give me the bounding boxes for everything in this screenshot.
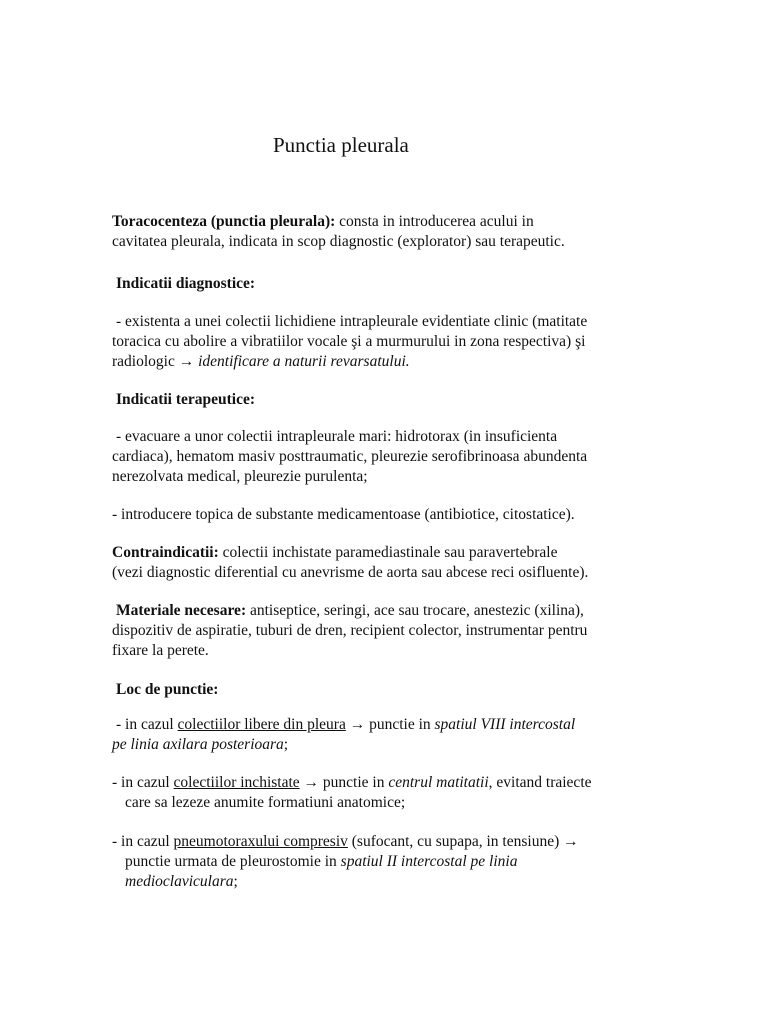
site-item3-post: (sufocant, cu supapa, in tensiune) → bbox=[347, 833, 579, 850]
site-item3-line2-italic: spatiul II intercostal pe linia bbox=[340, 853, 518, 870]
site-item1-underlined: colectiilor libere din pleura bbox=[177, 716, 346, 733]
site-item1-end: ; bbox=[283, 736, 289, 753]
materials-term: Materiale necesare: bbox=[116, 602, 247, 619]
therapeutic-p1-line3: nerezolvata medical, pleurezie purulenta; bbox=[112, 468, 368, 485]
intro-term: Toracocenteza (punctia pleurala): bbox=[112, 213, 336, 230]
site-item3-line3-end: ; bbox=[233, 873, 238, 890]
materials-line2: dispozitiv de aspiratie, tuburi de dren, recipient colector, instrumentar pentru bbox=[112, 622, 588, 639]
site-item2-pre: - in cazul bbox=[112, 774, 174, 791]
site-item1-pre: - in cazul bbox=[116, 716, 178, 733]
site-item2-mid: → punctie in bbox=[299, 774, 389, 791]
therapeutic-p1-line1: - evacuare a unor colectii intrapleurale mari: hidrotorax (in insuficienta bbox=[116, 428, 558, 445]
materials-line3: fixare la perete. bbox=[112, 642, 209, 659]
site-item3-line3-italic: medioclaviculara bbox=[125, 873, 234, 890]
site-heading: Loc de punctie: bbox=[116, 681, 219, 698]
diagnostic-paragraph bbox=[112, 312, 676, 372]
therapeutic-paragraph-1 bbox=[112, 427, 676, 487]
therapeutic-paragraph-2: - introducere topica de substante medicamentoase (antibiotice, citostatice). bbox=[112, 506, 575, 523]
site-item2-underlined: colectiilor inchistate bbox=[173, 774, 300, 791]
diagnostic-line3-italic: identificare a naturii revarsatului. bbox=[198, 353, 410, 370]
contraindications-paragraph bbox=[112, 543, 672, 583]
site-item1-italic1: spatiul VIII intercostal bbox=[434, 716, 576, 733]
therapeutic-p1-line2: cardiaca), hematom masiv posttraumatic, pleurezie serofibrinoasa abundenta bbox=[112, 448, 588, 465]
diagnostic-line3 bbox=[112, 353, 410, 370]
site-item3-line2 bbox=[112, 853, 517, 870]
site-item-2 bbox=[112, 773, 672, 813]
contra-line1: colectii inchistate paramediastinale sau paravertebrale bbox=[218, 544, 558, 561]
page-title: Punctia pleurala bbox=[273, 133, 409, 157]
diagnostic-line1: - existenta a unei colectii lichidiene intrapleurale evidentiate clinic (matitate bbox=[116, 313, 588, 330]
site-item3-pre: - in cazul bbox=[112, 833, 174, 850]
site-item1-mid: → punctie in bbox=[345, 716, 435, 733]
diagnostic-heading: Indicatii diagnostice: bbox=[116, 275, 256, 292]
site-item3-line3 bbox=[112, 873, 238, 890]
site-item2-line2: care sa lezeze anumite formatiuni anatomice; bbox=[125, 794, 406, 811]
therapeutic-heading: Indicatii terapeutice: bbox=[116, 391, 256, 408]
site-item-3 bbox=[112, 832, 672, 892]
intro-line1: consta in introducerea acului in bbox=[335, 213, 534, 230]
contra-line2: (vezi diagnostic diferential cu anevrisme de aorta sau abcese reci osifluente). bbox=[112, 564, 589, 581]
site-item1-line2 bbox=[112, 736, 288, 753]
site-item3-underlined: pneumotoraxului compresiv bbox=[173, 833, 348, 850]
diagnostic-line3-plain: radiologic → bbox=[112, 353, 199, 370]
site-item1-italic2: pe linia axilara posterioara bbox=[112, 736, 284, 753]
contra-term: Contraindicatii: bbox=[112, 544, 219, 561]
intro-paragraph bbox=[112, 212, 672, 252]
site-item2-italic: centrul matitatii bbox=[388, 774, 489, 791]
site-item2-post: , evitand traiecte bbox=[488, 774, 592, 791]
diagnostic-line2: toracica cu abolire a vibratiilor vocale şi a murmurului in zona respectiva) şi bbox=[112, 333, 586, 350]
intro-line2: cavitatea pleurala, indicata in scop diagnostic (explorator) sau terapeutic. bbox=[112, 233, 565, 250]
site-item3-line2-plain: punctie urmata de pleurostomie in bbox=[125, 853, 341, 870]
materials-line1: antiseptice, seringi, ace sau trocare, anestezic (xilina), bbox=[246, 602, 584, 619]
site-item-1 bbox=[112, 715, 676, 755]
materials-paragraph bbox=[112, 601, 672, 661]
